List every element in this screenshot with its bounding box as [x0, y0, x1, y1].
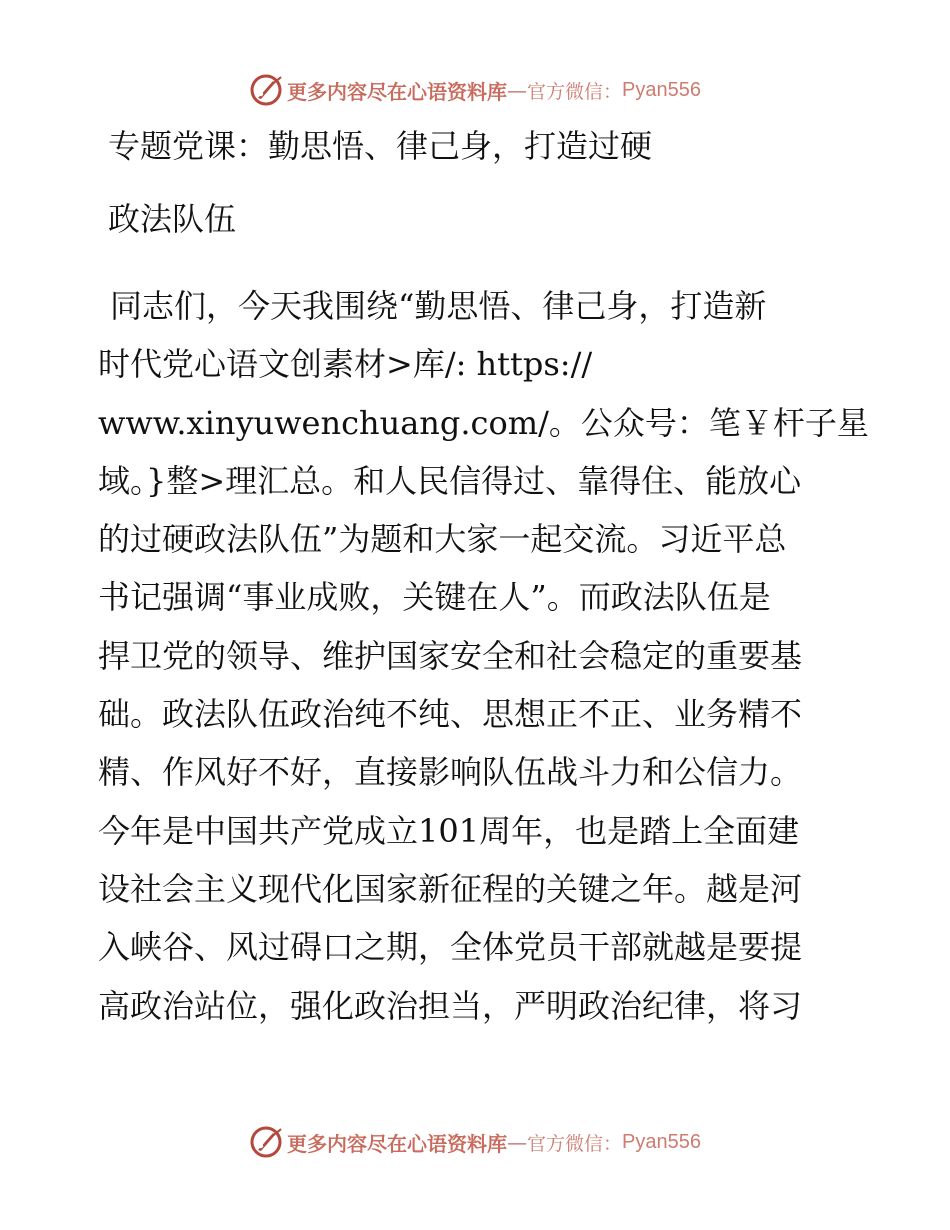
body-line: 精、作风好不好，直接影响队伍战斗力和公信力。 — [98, 753, 803, 792]
banner-wechat-id: Pyan556 — [622, 78, 701, 101]
body-line: 入峡谷、风过碍口之期，全体党员干部就越是要提 — [98, 928, 803, 967]
body-line: 设社会主义现代化国家新征程的关键之年。越是河 — [98, 869, 803, 908]
banner-wechat-id: Pyan556 — [622, 1130, 701, 1153]
banner-wechat-label: 官方微信： — [527, 80, 623, 103]
body-line: www.xinyuwenchuang.com/。公众号：笔￥杆子星 — [98, 403, 869, 442]
banner-dash: — — [507, 78, 527, 102]
document-title-line-2: 政法队伍 — [108, 200, 237, 238]
quill-seal-icon — [249, 1125, 283, 1159]
footer-banner — [0, 1122, 950, 1162]
banner-main-text: 更多内容尽在心语资料库 — [287, 1131, 507, 1156]
body-line: 时代党心语文创素材>库/: https:// — [98, 345, 593, 384]
quill-seal-icon — [249, 73, 283, 107]
banner-dash: — — [507, 1130, 527, 1154]
banner-main-text: 更多内容尽在心语资料库 — [287, 79, 507, 104]
body-line: 书记强调“事业成败，关键在人”。而政法队伍是 — [98, 578, 771, 617]
banner-wechat-label: 官方微信： — [527, 1132, 623, 1155]
body-line: 同志们，今天我围绕“勤思悟、律己身，打造新 — [110, 287, 767, 325]
body-line: 的过硬政法队伍”为题和大家一起交流。习近平总 — [98, 520, 787, 559]
body-paragraph — [98, 277, 869, 1035]
body-line: 今年是中国共产党成立101周年，也是踏上全面建 — [98, 811, 800, 850]
body-line: 捍卫党的领导、维护国家安全和社会稳定的重要基 — [98, 636, 803, 675]
body-line: 高政治站位，强化政治担当，严明政治纪律，将习 — [98, 986, 803, 1025]
document-title-line-1: 专题党课：勤思悟、律己身，打造过硬 — [108, 127, 653, 165]
header-banner — [0, 70, 950, 110]
body-line: 域。}整>理汇总。和人民信得过、靠得住、能放心 — [98, 461, 802, 500]
body-line: 础。政法队伍政治纯不纯、思想正不正、业务精不 — [98, 695, 803, 734]
